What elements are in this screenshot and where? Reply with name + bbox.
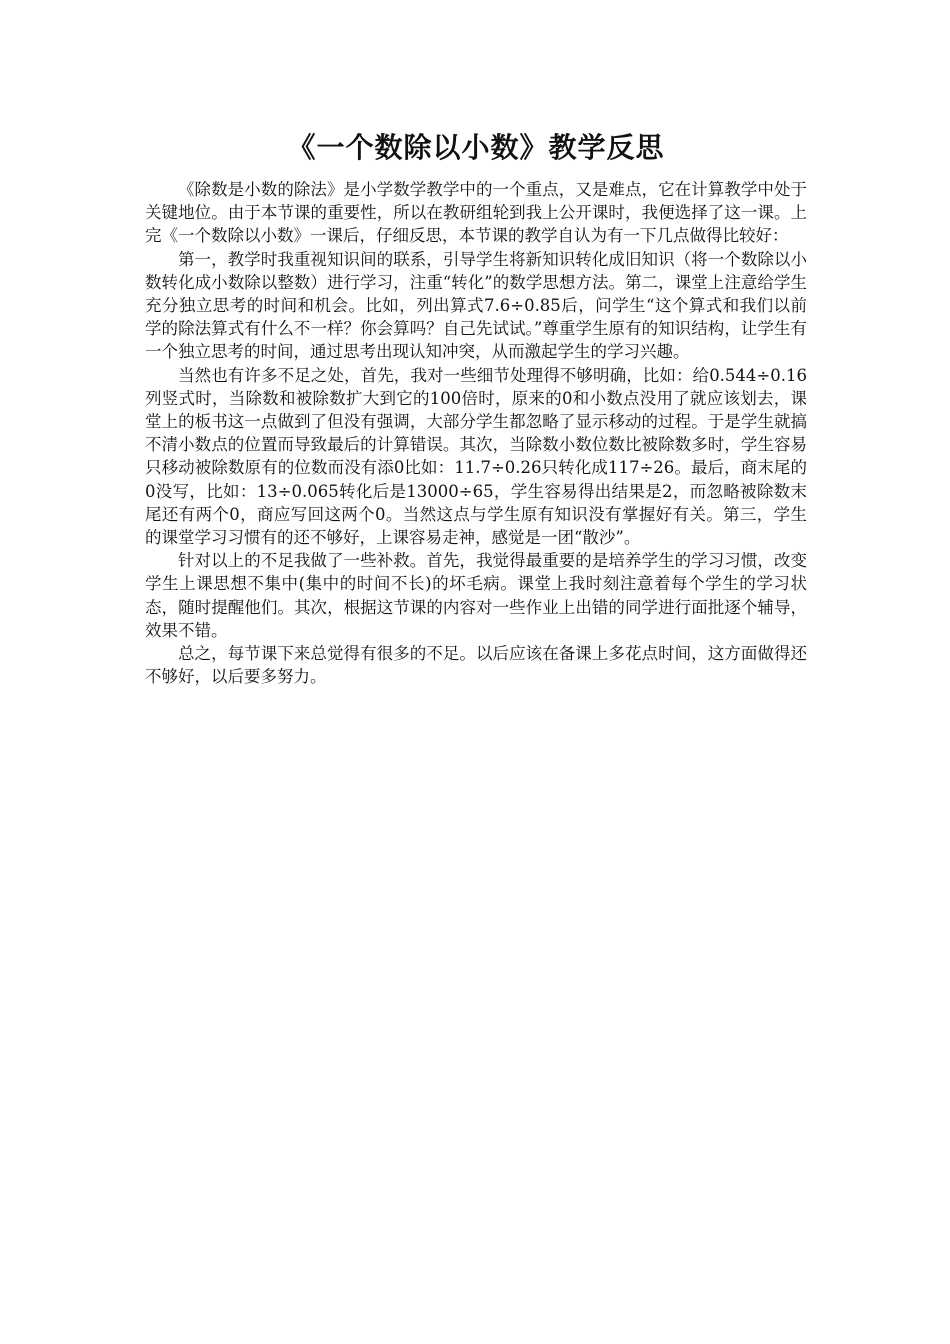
document-title: 《一个数除以小数》教学反思 <box>287 131 665 164</box>
document-page <box>145 128 807 688</box>
paragraph-shortcomings: 当然也有许多不足之处，首先，我对一些细节处理得不够明确，比如：给0.544÷0.16列竖式时，当除数和被除数扩大到它的100倍时，原来的0和小数点没用了就应该划去，课堂上的板书这一点做到了但没有强调，大部分学生都忽略了显示移动的过程。于是学生就搞不清小数点的位置而导致最后的计算错误。其次，当除数小数位数比被除数多时，学生容易只移动被除数原有的位数而没有添0比如：11.7÷0.26只转化成117÷26。最后，商末尾的0没写，比如：13÷0.065转化后是13000÷65，学生容易得出结果是2，而忽略被除数末尾还有两个0，商应写回这两个0。当然这点与学生原有知识没有掌握好有关。第三，学生的课堂学习习惯有的还不够好，上课容易走神，感觉是一团“散沙”。 <box>145 365 807 548</box>
paragraph-strengths: 第一，教学时我重视知识间的联系，引导学生将新知识转化成旧知识（将一个数除以小数转化成小数除以整数）进行学习，注重“转化”的数学思想方法。第二，课堂上注意给学生充分独立思考的时间和机会。比如，列出算式7.6÷0.85后，问学生“这个算式和我们以前学的除法算式有什么不一样？你会算吗？自己先试试。”尊重学生原有的知识结构，让学生有一个独立思考的时间，通过思考出现认知冲突，从而激起学生的学习兴趣。 <box>145 249 807 362</box>
paragraph-intro: 《除数是小数的除法》是小学数学教学中的一个重点，又是难点，它在计算教学中处于关键地位。由于本节课的重要性，所以在教研组轮到我上公开课时，我便选择了这一课。上完《一个数除以小数》一课后，仔细反思，本节课的教学自认为有一下几点做得比较好： <box>145 180 807 246</box>
paragraph-remedies: 针对以上的不足我做了一些补救。首先，我觉得最重要的是培养学生的学习习惯，改变学生上课思想不集中(集中的时间不长)的坏毛病。课堂上我时刻注意着每个学生的学习状态，随时提醒他们。其次，根据这节课的内容对一些作业上出错的同学进行面批逐个辅导，效果不错。 <box>145 551 807 640</box>
paragraph-conclusion: 总之，每节课下来总觉得有很多的不足。以后应该在备课上多花点时间，这方面做得还不够好，以后要多努力。 <box>145 644 807 687</box>
